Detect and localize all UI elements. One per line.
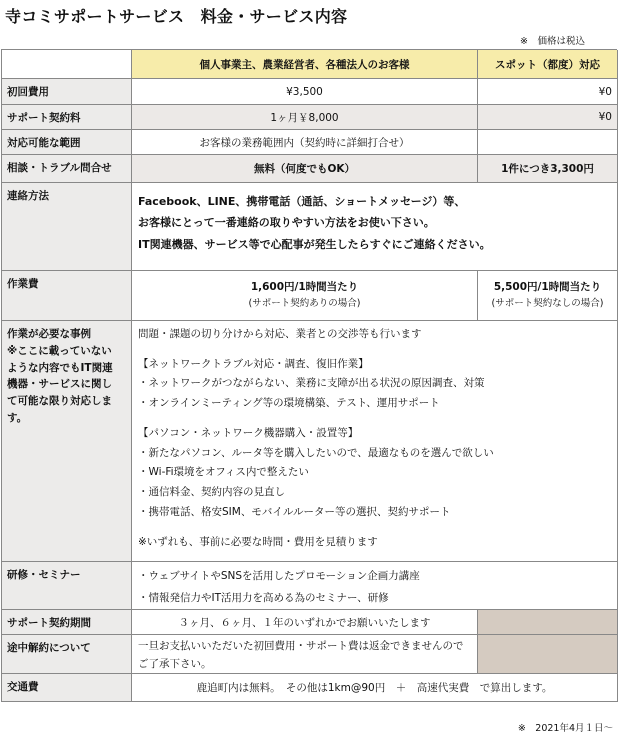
examples-label-line: ような内容でもIT関連 [7, 361, 113, 374]
cancellation-spot-empty [478, 635, 618, 674]
label-contract-period: サポート契約期間 [2, 610, 132, 635]
label-examples [2, 321, 132, 562]
effective-date-note: ※ 2021年4月１日～ [517, 723, 613, 734]
contract-period-spot-empty [478, 610, 618, 635]
cancellation-value: 一旦お支払いいただいた初回費用・サポート費は返金できませんのでご了承下さい。 [132, 635, 478, 674]
header-empty-cell [2, 50, 132, 79]
contact-line: IT関連機器、サービス等で心配事が発生したらすぐにご連絡ください。 [138, 237, 491, 251]
examples-label-line: 機器・サービスに関し [7, 378, 112, 391]
seminar-content [132, 562, 618, 610]
contact-methods [132, 183, 618, 271]
contact-line: Facebook、LINE、携帯電話（通話、ショートメッセージ）等、 [138, 195, 466, 208]
label-transport: 交通費 [2, 674, 132, 702]
examples-label-line: ※ここに載っていない [7, 344, 112, 357]
work-fee-price: 1,600円/1時間当たり [250, 281, 359, 293]
label-cancellation: 途中解約について [2, 635, 132, 674]
examples-label-line: て可能な限り対応しま [7, 395, 112, 408]
contact-line: お客様にとって一番連絡の取りやすい方法をお使い下さい。 [138, 216, 435, 230]
work-fee-spot-note: (サポート契約なしの場合) [491, 298, 604, 310]
list-item: ・Wi-Fi環境をオフィス内で整えたい [138, 466, 309, 479]
work-fee-contract [132, 271, 478, 321]
examples-label-line: す。 [7, 411, 28, 424]
page-title: 寺コミサポートサービス 料金・サービス内容 [5, 7, 348, 26]
work-fee-spot-price: 5,500円/1時間当たり [493, 281, 602, 293]
examples-content [132, 321, 618, 562]
label-initial-fee: 初回費用 [2, 79, 132, 105]
network-section-title: 【ネットワークトラブル対応・調査、復旧作業】 [138, 357, 369, 370]
list-item: ・携帯電話、格安SIM、モバイルルーター等の選択、契約サポート [138, 505, 451, 518]
list-item: ・ネットワークがつながらない、業務に支障が出る状況の原因調査、対策 [138, 377, 485, 390]
scope-value: お客様の業務範囲内（契約時に詳細打合せ） [132, 130, 478, 155]
label-work-fee: 作業費 [2, 271, 132, 321]
label-contact: 連絡方法 [2, 183, 132, 271]
pc-section-title: 【パソコン・ネットワーク機器購入・設置等】 [138, 426, 359, 439]
header-spot: スポット（都度）対応 [478, 50, 618, 79]
work-fee-price-note: (サポート契約ありの場合) [248, 298, 361, 310]
label-consult: 相談・トラブル問合せ [2, 155, 132, 183]
label-contract-fee: サポート契約料 [2, 105, 132, 130]
list-item: ・新たなパソコン、ルータ等を購入したいので、最適なものを選んで欲しい [138, 446, 494, 459]
list-item: ・ウェブサイトやSNSを活用したプロモーション企画力講座 [138, 570, 420, 582]
list-item: ・オンラインミーティング等の環境構築、テスト、運用サポート [138, 397, 440, 410]
initial-fee-price: ¥3,500 [132, 79, 478, 105]
work-fee-spot [478, 271, 618, 321]
examples-footnote: ※いずれも、事前に必要な時間・費用を見積ります [138, 535, 378, 548]
examples-intro: 問題・課題の切り分けから対応、業者との交渉等も行います [138, 328, 422, 340]
list-item: ・通信料金、契約内容の見直し [138, 486, 285, 499]
examples-label-line: 作業が必要な事例 [7, 328, 91, 340]
consult-value: 無料（何度でもOK） [132, 155, 478, 183]
contract-period-value: ３ヶ月、６ヶ月、１年のいずれかでお願いいたします [132, 610, 478, 635]
transport-value: 鹿追町内は無料。 その他は1km@90円 ＋ 高速代実費 で算出します。 [132, 674, 618, 702]
header-customers: 個人事業主、農業経営者、各種法人のお客様 [132, 50, 478, 79]
label-seminar: 研修・セミナー [2, 562, 132, 610]
list-item: ・情報発信力やIT活用力を高める為のセミナー、研修 [138, 592, 389, 605]
contract-fee-price: 1ヶ月￥8,000 [132, 105, 478, 130]
price-table [1, 49, 617, 702]
initial-fee-spot: ¥0 [478, 79, 618, 105]
tax-note: ※ 価格は税込 [520, 36, 585, 47]
scope-spot-empty [478, 130, 618, 155]
label-scope: 対応可能な範囲 [2, 130, 132, 155]
consult-spot: 1件につき3,300円 [478, 155, 618, 183]
contract-fee-spot: ¥0 [478, 105, 618, 130]
